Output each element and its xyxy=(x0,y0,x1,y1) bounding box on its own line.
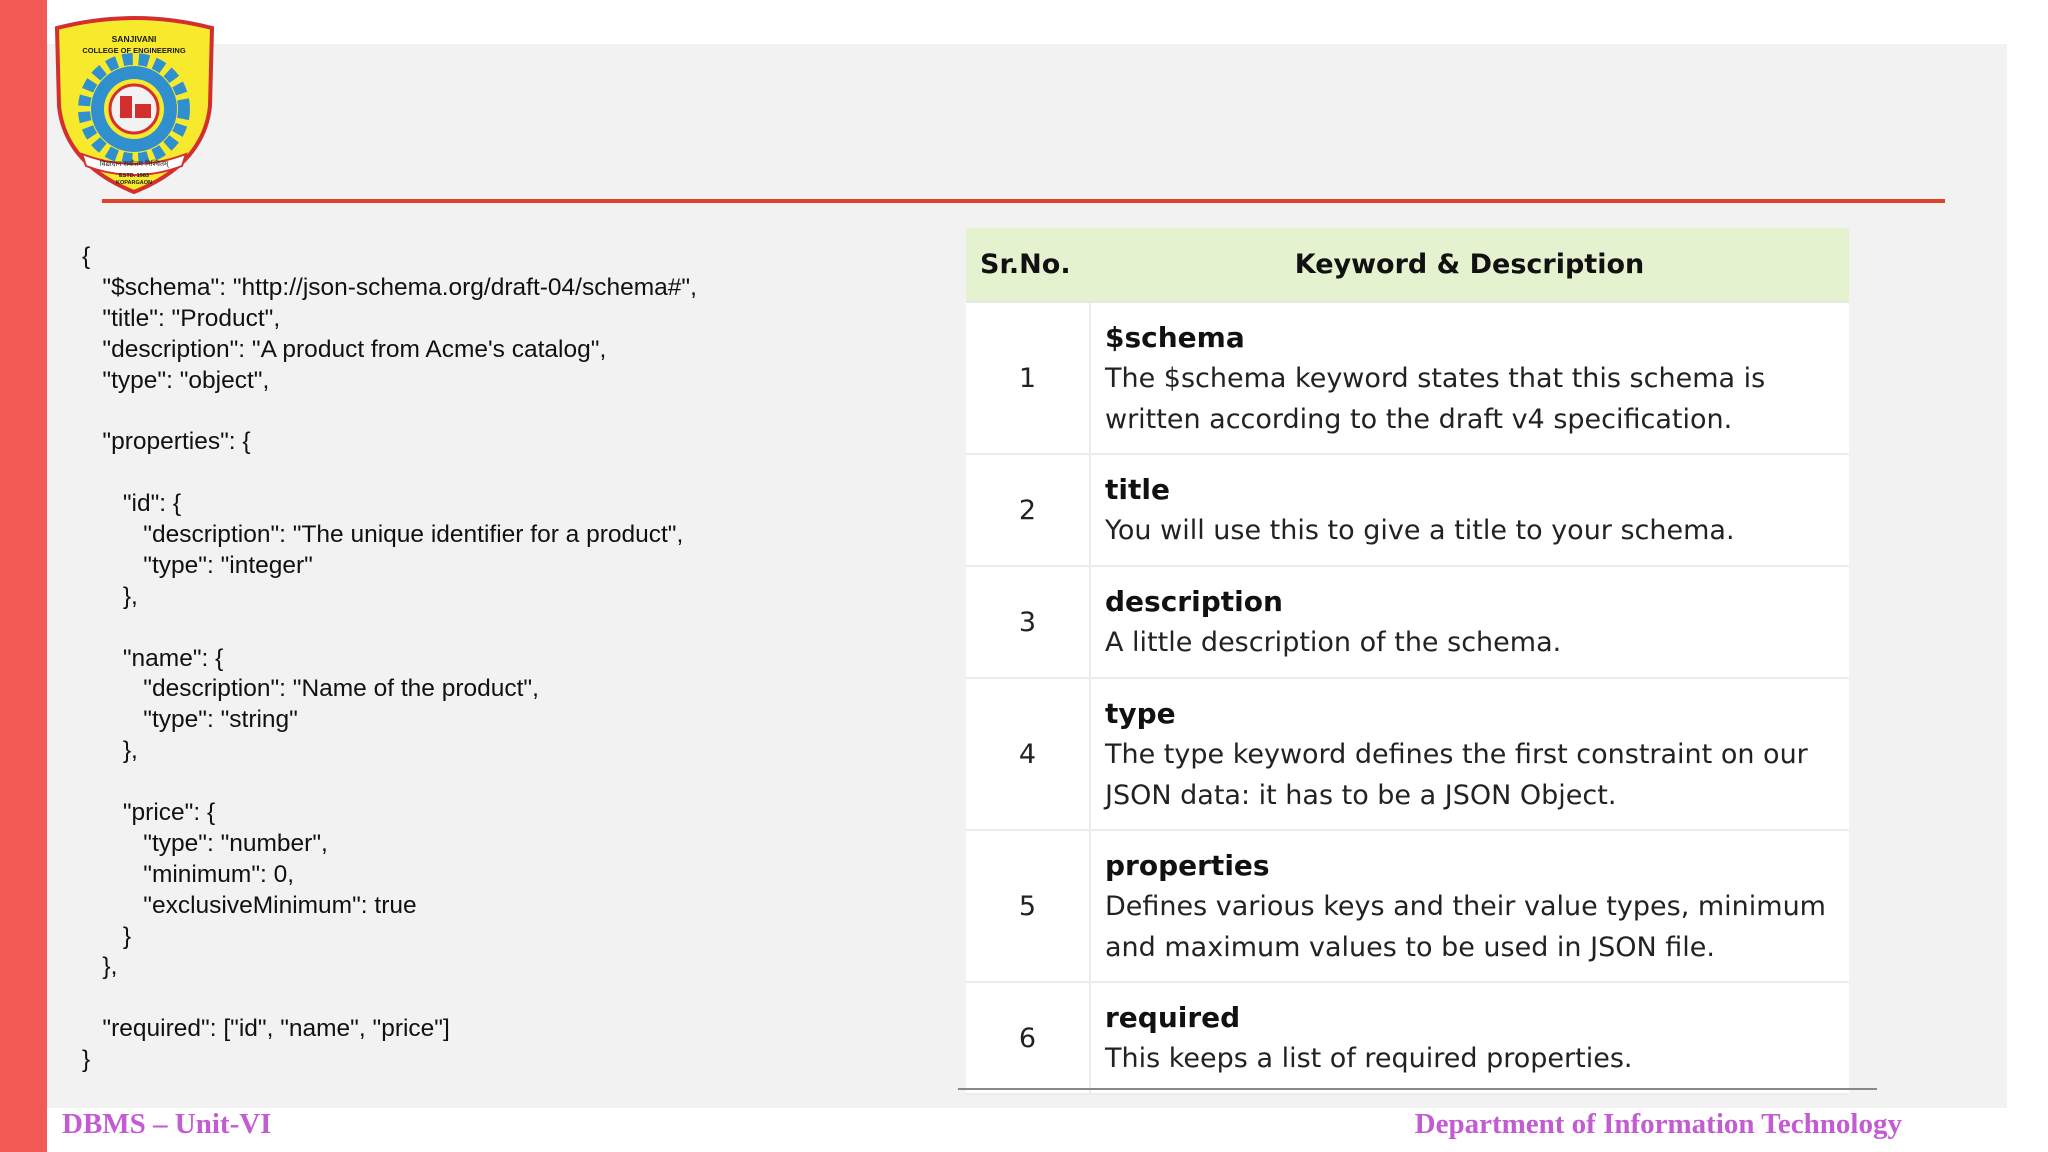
keyword-description: Defines various keys and their value types, minimum and maximum values to be used in JSON file. xyxy=(1105,890,1826,963)
keyword-name: properties xyxy=(1105,848,1270,882)
code-line: "description": "The unique identifier for a product", xyxy=(82,521,684,549)
keyword-description: This keeps a list of required properties. xyxy=(1105,1043,1633,1074)
table-row xyxy=(966,454,1849,566)
row-keyword-cell xyxy=(1090,830,1849,982)
table-row xyxy=(966,830,1849,982)
keyword-name: title xyxy=(1105,473,1170,506)
logo-line2: COLLEGE OF ENGINEERING xyxy=(82,46,186,55)
logo-motto: विद्यादान सर्वोत्तम निश्चितम् xyxy=(99,160,169,168)
footer-department: Department of Information Technology xyxy=(1414,1108,1902,1140)
code-line: { xyxy=(82,243,91,270)
code-line: "description": "Name of the product", xyxy=(82,675,539,703)
row-number: 1 xyxy=(966,302,1090,454)
code-line: "description": "A product from Acme's catalog", xyxy=(82,335,607,363)
row-number: 5 xyxy=(966,830,1090,982)
logo-estd: ESTD. 1983 xyxy=(119,173,149,179)
code-line: "required": ["id", "name", "price"] xyxy=(82,1015,450,1043)
code-line: }, xyxy=(82,953,118,981)
code-line: "type": "string" xyxy=(82,706,298,734)
table-header-row xyxy=(966,228,1849,302)
keyword-name: $schema xyxy=(1105,320,1245,354)
gear-icon xyxy=(84,59,184,159)
code-line: } xyxy=(82,922,132,950)
header-keyword-description: Keyword & Description xyxy=(1090,228,1849,302)
keyword-description: The type keyword defines the first constraint on our JSON data: it has to be a JSON Object. xyxy=(1105,738,1808,811)
code-line: "type": "object", xyxy=(82,366,270,394)
keyword-name: description xyxy=(1105,585,1283,618)
keyword-name: required xyxy=(1105,1001,1241,1034)
code-line: "minimum": 0, xyxy=(82,860,295,888)
table-row xyxy=(966,566,1849,678)
table-row xyxy=(966,302,1849,454)
logo-line1: SANJIVANI xyxy=(111,34,157,44)
row-keyword-cell xyxy=(1090,982,1849,1094)
keyword-description: A little description of the schema. xyxy=(1105,627,1562,658)
code-line: "$schema": "http://json-schema.org/draft-04/schema#", xyxy=(82,273,697,301)
code-line: }, xyxy=(82,582,138,610)
row-keyword-cell xyxy=(1090,302,1849,454)
college-logo xyxy=(52,14,217,194)
code-line xyxy=(82,767,697,798)
footer-course: DBMS – Unit-VI xyxy=(62,1108,272,1140)
json-schema-code xyxy=(82,242,697,1076)
row-number: 6 xyxy=(966,982,1090,1094)
row-keyword-cell xyxy=(1090,566,1849,678)
code-line: "properties": { xyxy=(82,428,251,456)
row-number: 2 xyxy=(966,454,1090,566)
code-line xyxy=(82,458,697,489)
title-divider xyxy=(102,199,1945,203)
left-accent-bar xyxy=(0,0,47,1152)
logo-place: KOPARGAON xyxy=(116,180,152,186)
code-line: } xyxy=(82,1046,91,1074)
code-line: "price": { xyxy=(82,799,216,827)
code-line xyxy=(82,983,697,1014)
code-line: "type": "integer" xyxy=(82,551,313,579)
keyword-description: You will use this to give a title to your schema. xyxy=(1105,515,1735,546)
row-number: 4 xyxy=(966,678,1090,830)
code-line: "title": "Product", xyxy=(82,304,281,332)
code-line: "id": { xyxy=(82,490,182,518)
row-keyword-cell xyxy=(1090,454,1849,566)
table-bottom-rule xyxy=(958,1088,1877,1090)
code-line xyxy=(82,613,697,644)
keyword-name: type xyxy=(1105,696,1176,730)
code-line: }, xyxy=(82,737,138,765)
code-line xyxy=(82,396,697,427)
header-sr-no: Sr.No. xyxy=(966,228,1090,302)
code-line: "type": "number", xyxy=(82,829,328,857)
keyword-description: The $schema keyword states that this schema is written according to the draft v4 specification. xyxy=(1105,362,1766,435)
code-line: "name": { xyxy=(82,644,224,672)
table-row xyxy=(966,678,1849,830)
row-keyword-cell xyxy=(1090,678,1849,830)
table-row xyxy=(966,982,1849,1094)
code-line: "exclusiveMinimum": true xyxy=(82,891,417,919)
keyword-table xyxy=(966,228,1849,1095)
row-number: 3 xyxy=(966,566,1090,678)
